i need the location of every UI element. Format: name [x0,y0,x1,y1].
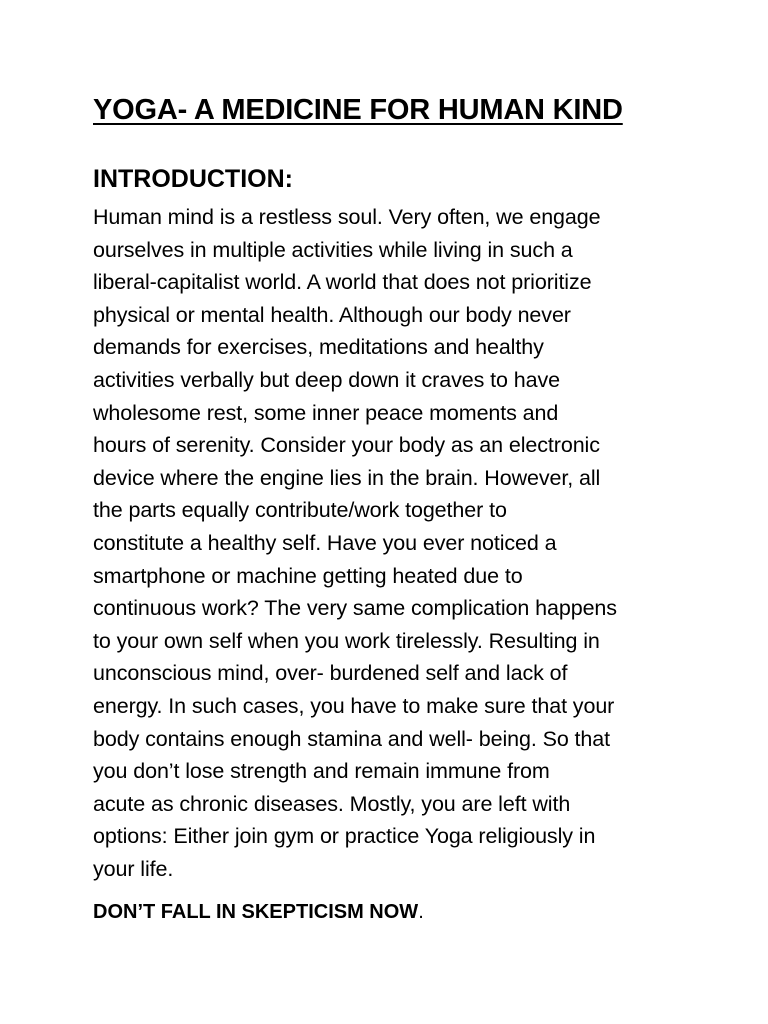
paragraph-line: to your own self when you work tirelessly. Resulting in [93,628,600,653]
document-title: YOGA- A MEDICINE FOR HUMAN KIND [93,94,623,126]
paragraph-line: energy. In such cases, you have to make sure that your [93,693,615,718]
section-heading-introduction: INTRODUCTION: [93,165,293,193]
paragraph-line: device where the engine lies in the brain. However, all [93,465,601,490]
paragraph-line: continuous work? The very same complication happens [93,596,617,621]
paragraph-line: activities verbally but deep down it craves to have [93,367,560,392]
paragraph-line: physical or mental health. Although our body never [93,302,571,327]
paragraph-line: you don’t lose strength and remain immune from [93,759,550,784]
paragraph-line: liberal-capitalist world. A world that does not prioritize [93,270,592,295]
paragraph-line: smartphone or machine getting heated due to [93,563,523,588]
paragraph-line: Human mind is a restless soul. Very often, we engage [93,205,601,229]
paragraph-line: options: Either join gym or practice Yoga religiously in [93,824,596,849]
closing-statement-punctuation: . [418,901,424,924]
paragraph-line: hours of serenity. Consider your body as an electronic [93,433,600,458]
paragraph-line: acute as chronic diseases. Mostly, you are left with [93,791,571,816]
paragraph-line: body contains enough stamina and well- being. So that [93,726,611,751]
closing-statement [93,897,693,927]
paragraph-line: ourselves in multiple activities while living in such a [93,237,573,262]
closing-statement-bold: DON’T FALL IN SKEPTICISM NOW [93,901,419,924]
paragraph-line: wholesome rest, some inner peace moments and [93,400,559,425]
paragraph-line: your life. [93,856,174,881]
paragraph-line: unconscious mind, over- burdened self and lack of [93,661,568,686]
document-page [93,92,693,927]
paragraph-line: demands for exercises, meditations and healthy [93,335,544,360]
paragraph-line: the parts equally contribute/work together to [93,498,507,523]
paragraph-line: constitute a healthy self. Have you ever noticed a [93,530,557,555]
introduction-paragraph [93,201,683,885]
